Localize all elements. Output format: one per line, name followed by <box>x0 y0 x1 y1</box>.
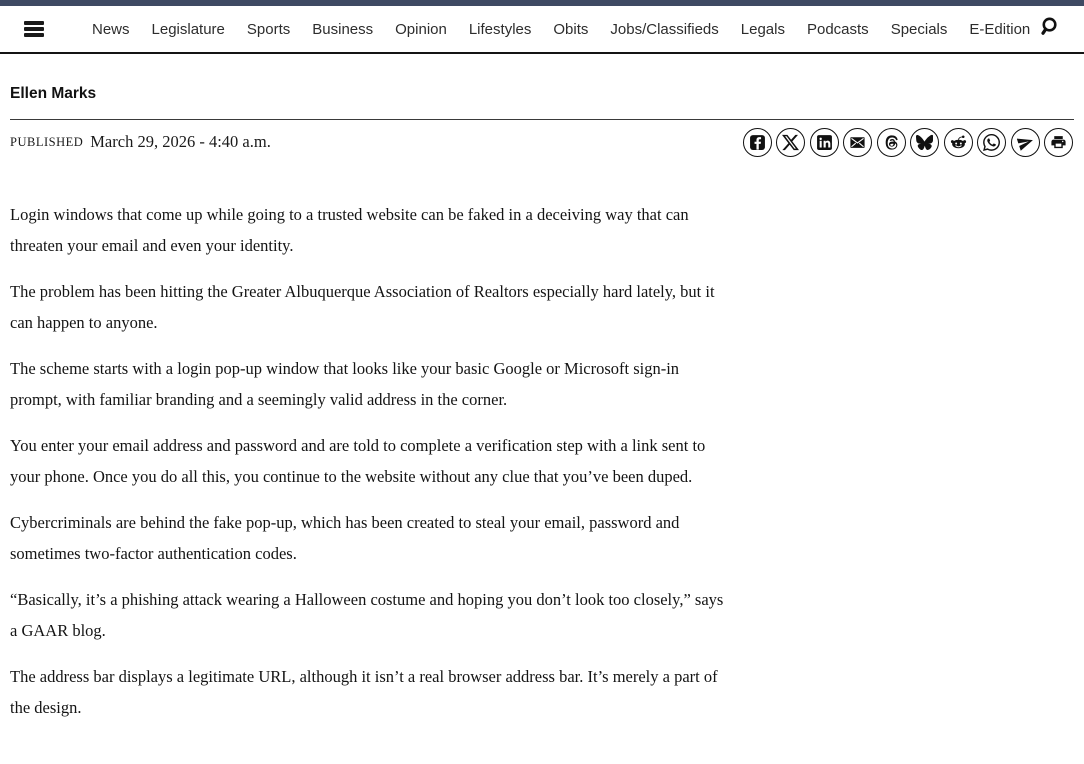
article-paragraph: Cybercriminals are behind the fake pop-up, which has been created to steal your email, password and sometimes two-factor authentication codes. <box>10 513 680 563</box>
search-icon <box>1039 15 1062 43</box>
email-share-button[interactable] <box>843 128 872 157</box>
article-paragraph: The problem has been hitting the Greater Albuquerque Association of Realtors especially hard lately, but it can happen to anyone. <box>10 282 715 332</box>
linkedin-share-button[interactable] <box>810 128 839 157</box>
nav-item-obits[interactable]: Obits <box>553 20 589 38</box>
print-share-button[interactable] <box>1044 128 1073 157</box>
whatsapp-share-button[interactable] <box>977 128 1006 157</box>
facebook-icon <box>749 134 766 151</box>
nav-item-podcasts[interactable]: Podcasts <box>806 20 869 38</box>
telegram-icon <box>1017 134 1034 151</box>
bluesky-icon <box>916 134 933 151</box>
main-navbar <box>0 6 1084 54</box>
threads-share-button[interactable] <box>877 128 906 157</box>
linkedin-icon <box>816 134 833 151</box>
share-bar <box>743 128 1074 157</box>
x-twitter-share-button[interactable] <box>776 128 805 157</box>
published-label: PUBLISHED <box>10 134 84 149</box>
reddit-icon <box>950 134 967 151</box>
email-icon <box>849 134 866 151</box>
nav-item-sports[interactable]: Sports <box>246 20 291 38</box>
facebook-share-button[interactable] <box>743 128 772 157</box>
nav-item-news[interactable]: News <box>92 20 130 38</box>
article-paragraph: The address bar displays a legitimate URL, although it isn’t a real browser address bar. It’s merely a part of the design. <box>10 667 718 717</box>
article-paragraph: Login windows that come up while going to a trusted website can be faked in a deceiving way that can threaten your email and even your identity. <box>10 205 689 255</box>
article-paragraph: “Basically, it’s a phishing attack wearing a Halloween costume and hoping you don’t look too closely,” says a GAAR blog. <box>10 590 724 640</box>
print-icon <box>1050 134 1067 151</box>
search-button[interactable] <box>1039 15 1062 43</box>
author-name[interactable]: Ellen Marks <box>10 85 97 102</box>
reddit-share-button[interactable] <box>944 128 973 157</box>
nav-item-specials[interactable]: Specials <box>890 20 948 38</box>
article <box>10 54 1074 723</box>
article-paragraph: You enter your email address and password and are told to complete a verification step with a link sent to your phone. Once you do all this, you continue to the website without any clue that you’ve been duped. <box>10 436 706 486</box>
hamburger-menu-icon <box>24 21 44 24</box>
telegram-share-button[interactable] <box>1011 128 1040 157</box>
nav-item-business[interactable]: Business <box>312 20 374 38</box>
nav-item-opinion[interactable]: Opinion <box>395 20 447 38</box>
article-paragraph: The scheme starts with a login pop-up window that looks like your basic Google or Microsoft sign-in prompt, with familiar branding and a seemingly valid address in the corner. <box>10 359 680 409</box>
whatsapp-icon <box>983 134 1000 151</box>
nav-item-e-edition[interactable]: E-Edition <box>969 20 1031 38</box>
main-nav <box>92 21 1030 38</box>
threads-icon <box>883 134 900 151</box>
nav-item-legals[interactable]: Legals <box>740 20 785 38</box>
byline-row <box>10 127 1074 157</box>
x-twitter-icon <box>782 134 799 151</box>
nav-item-lifestyles[interactable]: Lifestyles <box>468 20 532 38</box>
header-divider <box>10 119 1074 120</box>
bluesky-share-button[interactable] <box>910 128 939 157</box>
published-date: March 29, 2026 - 4:40 a.m. <box>90 132 271 151</box>
hamburger-menu-button[interactable] <box>24 21 44 37</box>
nav-item-legislature[interactable]: Legislature <box>151 20 225 38</box>
article-body <box>10 199 726 723</box>
nav-item-jobs-classifieds[interactable]: Jobs/Classifieds <box>610 20 719 38</box>
